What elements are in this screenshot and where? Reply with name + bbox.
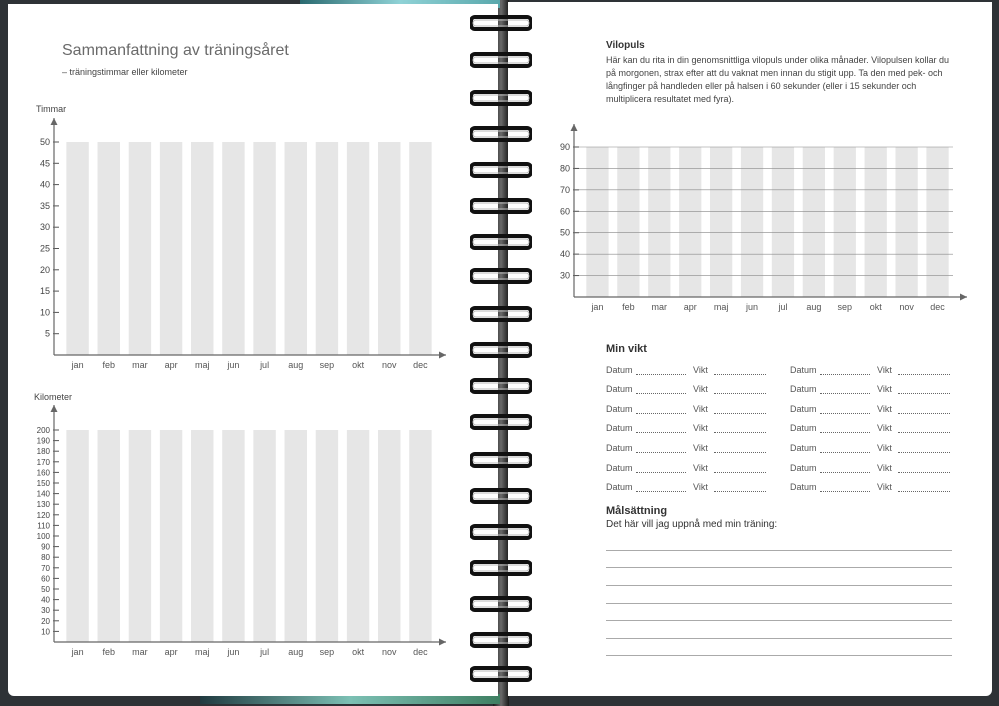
y-tick-130: 130 xyxy=(36,500,50,510)
y-tick-200: 200 xyxy=(36,426,50,435)
datum-field[interactable] xyxy=(636,483,686,492)
bar-aug xyxy=(285,142,307,355)
binding-coil xyxy=(470,198,532,214)
vikt-field[interactable] xyxy=(714,464,766,473)
datum-label: Datum xyxy=(790,365,817,375)
binding-coil xyxy=(470,15,532,31)
y-tick-30: 30 xyxy=(41,606,50,616)
datum-label: Datum xyxy=(606,365,633,375)
bar-jul xyxy=(253,430,275,642)
x-axis-arrow xyxy=(960,294,967,301)
datum-field[interactable] xyxy=(820,405,870,414)
bar-feb xyxy=(98,142,120,355)
y-tick-110: 110 xyxy=(37,521,50,531)
datum-field[interactable] xyxy=(636,385,686,394)
x-axis-arrow xyxy=(439,352,446,359)
y-tick-50: 50 xyxy=(41,585,50,594)
binding-coil xyxy=(470,52,532,68)
binding-coil xyxy=(470,126,532,142)
goal-title: Målsättning xyxy=(606,505,668,517)
chart-0 xyxy=(40,118,446,370)
datum-label: Datum xyxy=(790,482,817,492)
binding-coil xyxy=(470,162,532,178)
binding-coil xyxy=(470,666,532,682)
y-tick-70: 70 xyxy=(559,184,570,195)
x-tick-dec: dec xyxy=(413,360,428,370)
x-tick-apr: apr xyxy=(164,360,178,370)
x-tick-nov: nov xyxy=(381,647,397,657)
y-axis-arrow xyxy=(51,118,58,125)
goal-write-line[interactable] xyxy=(606,620,952,621)
vikt-label: Vikt xyxy=(693,463,708,473)
x-tick-mar: mar xyxy=(651,302,668,312)
vikt-label: Vikt xyxy=(693,423,708,433)
datum-label: Datum xyxy=(606,423,633,433)
y-tick-20: 20 xyxy=(41,616,50,626)
vikt-label: Vikt xyxy=(693,365,708,375)
y-tick-45: 45 xyxy=(39,158,50,169)
y-tick-100: 100 xyxy=(36,532,50,541)
x-tick-sep: sep xyxy=(837,302,853,312)
bar-jun xyxy=(741,147,763,297)
bar-apr xyxy=(160,430,182,642)
binding-coil xyxy=(470,524,532,540)
x-tick-apr: apr xyxy=(164,647,178,657)
goal-write-line[interactable] xyxy=(606,638,952,639)
binding-coil xyxy=(470,560,532,576)
datum-field[interactable] xyxy=(820,483,870,492)
vikt-field[interactable] xyxy=(898,366,950,375)
x-tick-apr: apr xyxy=(683,302,697,312)
goal-write-line[interactable] xyxy=(606,603,952,604)
y-tick-40: 40 xyxy=(39,179,50,190)
y-tick-160: 160 xyxy=(36,468,50,478)
datum-field[interactable] xyxy=(820,385,870,394)
bar-nov xyxy=(895,147,917,297)
vikt-field[interactable] xyxy=(714,483,766,492)
vikt-field[interactable] xyxy=(714,424,766,433)
bar-okt xyxy=(347,430,369,642)
x-tick-maj: maj xyxy=(713,302,729,312)
x-tick-jul: jul xyxy=(778,302,788,312)
y-tick-90: 90 xyxy=(559,142,570,152)
x-tick-feb: feb xyxy=(102,360,116,370)
y-tick-20: 20 xyxy=(39,264,50,275)
bar-jul xyxy=(772,147,794,297)
bar-jan xyxy=(66,142,88,355)
x-tick-nov: nov xyxy=(381,360,397,370)
page-subtitle: – träningstimmar eller kilometer xyxy=(62,67,188,77)
vikt-label: Vikt xyxy=(693,443,708,453)
vikt-field[interactable] xyxy=(898,385,950,394)
bar-sep xyxy=(316,430,338,642)
bar-dec xyxy=(926,147,948,297)
x-tick-feb: feb xyxy=(622,302,635,312)
datum-field[interactable] xyxy=(636,424,686,433)
datum-field[interactable] xyxy=(820,424,870,433)
datum-label: Datum xyxy=(790,443,817,453)
goal-text: Det här vill jag uppnå med min träning: xyxy=(606,519,778,530)
bar-maj xyxy=(191,142,213,355)
x-tick-jun: jun xyxy=(227,360,240,370)
y-tick-70: 70 xyxy=(41,563,50,573)
y-tick-170: 170 xyxy=(36,457,50,467)
y-tick-30: 30 xyxy=(559,270,570,281)
binding-coil xyxy=(470,596,532,612)
x-tick-nov: nov xyxy=(899,302,914,312)
y-tick-60: 60 xyxy=(41,574,50,584)
vikt-label: Vikt xyxy=(693,384,708,394)
datum-field[interactable] xyxy=(636,464,686,473)
goal-write-line[interactable] xyxy=(606,550,952,551)
y-tick-50: 50 xyxy=(559,227,570,238)
binding-coil xyxy=(470,90,532,106)
bar-maj xyxy=(191,430,213,642)
x-tick-aug: aug xyxy=(288,647,304,657)
bar-jan xyxy=(586,147,608,297)
y-tick-190: 190 xyxy=(36,436,50,446)
y-tick-40: 40 xyxy=(41,595,50,605)
vikt-label: Vikt xyxy=(877,365,892,375)
x-tick-jan: jan xyxy=(71,647,84,657)
datum-field[interactable] xyxy=(636,405,686,414)
datum-field[interactable] xyxy=(636,444,686,453)
goal-write-line[interactable] xyxy=(606,567,952,568)
binding-coil xyxy=(470,414,532,430)
x-tick-jun: jun xyxy=(227,647,240,657)
binding-coil xyxy=(470,378,532,394)
x-tick-mar: mar xyxy=(132,647,148,657)
goal-write-line[interactable] xyxy=(606,585,952,586)
binding-coil xyxy=(470,342,532,358)
x-tick-okt: okt xyxy=(352,647,365,657)
datum-label: Datum xyxy=(790,423,817,433)
bar-okt xyxy=(347,142,369,355)
vikt-label: Vikt xyxy=(877,404,892,414)
y-tick-30: 30 xyxy=(39,222,50,233)
datum-field[interactable] xyxy=(820,444,870,453)
x-tick-jan: jan xyxy=(71,360,84,370)
y-tick-150: 150 xyxy=(36,479,50,488)
x-tick-jan: jan xyxy=(591,302,604,312)
y-tick-40: 40 xyxy=(559,249,570,260)
datum-label: Datum xyxy=(606,404,633,414)
datum-label: Datum xyxy=(606,482,633,492)
vikt-label: Vikt xyxy=(693,482,708,492)
y-tick-10: 10 xyxy=(39,307,50,318)
y-tick-35: 35 xyxy=(39,200,50,211)
y-tick-25: 25 xyxy=(39,243,50,254)
x-tick-okt: okt xyxy=(869,302,882,312)
bar-jan xyxy=(66,430,88,642)
x-tick-aug: aug xyxy=(806,302,822,312)
y-tick-80: 80 xyxy=(559,163,570,174)
bar-jul xyxy=(253,142,275,355)
y-tick-90: 90 xyxy=(41,542,50,552)
datum-label: Datum xyxy=(790,404,817,414)
y-tick-140: 140 xyxy=(36,489,50,499)
vikt-field[interactable] xyxy=(714,385,766,394)
vikt-field[interactable] xyxy=(898,405,950,414)
goal-write-line[interactable] xyxy=(606,655,952,656)
datum-label: Datum xyxy=(606,463,633,473)
bar-nov xyxy=(378,430,400,642)
vikt-label: Vikt xyxy=(693,404,708,414)
chart-2 xyxy=(560,124,967,312)
datum-label: Datum xyxy=(606,384,633,394)
x-tick-jul: jul xyxy=(260,647,270,657)
y-axis-arrow xyxy=(571,124,578,131)
vikt-field[interactable] xyxy=(714,366,766,375)
x-tick-dec: dec xyxy=(413,647,428,657)
y-axis-arrow xyxy=(51,405,58,412)
vilopuls-text: Här kan du rita in din genomsnittliga vilopuls under olika månader. Vilopulsen kollar du på morgonen, strax efter att du vaknat men innan du stigit upp. Ta den med pek- och långfinger på handleden eller på halsen i 60 sekunder (eller i 15 sekunder och multiplicera resultatet med fyra). xyxy=(606,55,950,104)
vikt-field[interactable] xyxy=(714,405,766,414)
datum-label: Datum xyxy=(606,443,633,453)
y-tick-180: 180 xyxy=(36,447,50,457)
x-axis-arrow xyxy=(439,639,446,646)
bar-mar xyxy=(648,147,670,297)
x-tick-maj: maj xyxy=(194,360,210,370)
bar-aug xyxy=(803,147,825,297)
bar-okt xyxy=(865,147,887,297)
bar-mar xyxy=(129,430,151,642)
x-tick-okt: okt xyxy=(352,360,365,370)
vikt-label: Vikt xyxy=(877,463,892,473)
binding-coil xyxy=(470,234,532,250)
bar-aug xyxy=(285,430,307,642)
x-tick-jul: jul xyxy=(260,360,270,370)
binding-coil xyxy=(470,488,532,504)
vikt-field[interactable] xyxy=(898,424,950,433)
datum-field[interactable] xyxy=(820,464,870,473)
x-tick-mar: mar xyxy=(132,360,148,370)
y-tick-5: 5 xyxy=(44,328,50,339)
vikt-title: Min vikt xyxy=(606,343,647,355)
x-tick-jun: jun xyxy=(746,302,759,312)
vikt-label: Vikt xyxy=(877,482,892,492)
datum-field[interactable] xyxy=(820,366,870,375)
x-tick-feb: feb xyxy=(102,647,116,657)
chart1-ylabel: Timmar xyxy=(36,104,67,114)
chart-1 xyxy=(37,405,446,657)
datum-label: Datum xyxy=(790,463,817,473)
bar-sep xyxy=(834,147,856,297)
x-tick-aug: aug xyxy=(288,360,304,370)
vikt-label: Vikt xyxy=(877,384,892,394)
chart2-ylabel: Kilometer xyxy=(34,392,73,402)
bar-nov xyxy=(378,142,400,355)
y-tick-15: 15 xyxy=(39,286,50,297)
vikt-label: Vikt xyxy=(877,423,892,433)
x-tick-maj: maj xyxy=(194,647,210,657)
bar-feb xyxy=(617,147,639,297)
x-tick-dec: dec xyxy=(930,302,945,312)
x-tick-sep: sep xyxy=(319,360,335,370)
vikt-label: Vikt xyxy=(877,443,892,453)
bar-sep xyxy=(316,142,338,355)
bar-apr xyxy=(679,147,701,297)
binding-coil xyxy=(470,268,532,284)
binding-coil xyxy=(470,452,532,468)
binding-coil xyxy=(470,306,532,322)
binding-coil xyxy=(470,632,532,648)
vikt-field[interactable] xyxy=(898,444,950,453)
y-tick-60: 60 xyxy=(559,206,570,217)
vilopuls-title: Vilopuls xyxy=(606,40,645,51)
bar-jun xyxy=(222,430,244,642)
bar-apr xyxy=(160,142,182,355)
y-tick-10: 10 xyxy=(41,627,50,637)
y-tick-80: 80 xyxy=(41,553,50,563)
vikt-field[interactable] xyxy=(898,483,950,492)
datum-field[interactable] xyxy=(636,366,686,375)
datum-label: Datum xyxy=(790,384,817,394)
x-tick-sep: sep xyxy=(319,647,335,657)
bar-jun xyxy=(222,142,244,355)
vikt-field[interactable] xyxy=(898,464,950,473)
page-title: Sammanfattning av träningsåret xyxy=(62,42,289,59)
y-tick-120: 120 xyxy=(36,510,50,520)
bar-mar xyxy=(129,142,151,355)
bar-dec xyxy=(409,142,431,355)
bar-feb xyxy=(98,430,120,642)
bar-dec xyxy=(409,430,431,642)
y-tick-50: 50 xyxy=(39,137,50,147)
bar-maj xyxy=(710,147,732,297)
vikt-field[interactable] xyxy=(714,444,766,453)
